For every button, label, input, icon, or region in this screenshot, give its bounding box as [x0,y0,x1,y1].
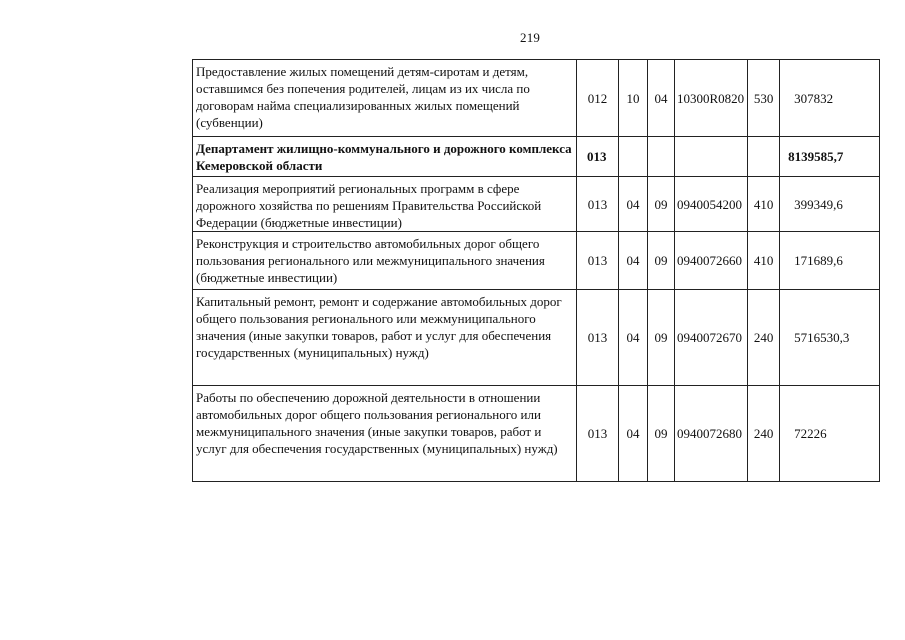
subsection-code: 04 [648,60,675,137]
section-code: 04 [619,177,648,232]
row-description: Капитальный ремонт, ремонт и содержание автомобильных дорог общего пользования регионального или межмуниципального значения (иные закупки товаров, работ и услуг для обеспечения государственных (муниципальных) нужд) [193,290,577,386]
row-description: Работы по обеспечению дорожной деятельности в отношении автомобильных дорог общего пользования регионального или межмуниципального значения (иные закупки товаров, работ и услуг для обеспечения государственных (муниципальных) нужд) [193,386,577,482]
subsection-code: 09 [648,232,675,290]
row-description: Департамент жилищно-коммунального и дорожного комплекса Кемеровской области [193,137,577,177]
section-code: 04 [619,290,648,386]
row-description: Реализация мероприятий региональных программ в сфере дорожного хозяйства по решениям Правительства Российской Федерации (бюджетные инвестиции) [193,177,577,232]
table-row-department [193,137,880,177]
expense-type-code: 410 [748,177,780,232]
target-article-code [675,137,748,177]
budget-table [192,59,880,482]
ministry-code: 013 [577,137,619,177]
amount: 171689,6 [780,232,880,290]
page-number: 219 [520,30,541,45]
section-code: 04 [619,232,648,290]
table-row [193,60,880,137]
table-row [193,232,880,290]
target-article-code: 0940054200 [675,177,748,232]
subsection-code: 09 [648,177,675,232]
table-row [193,290,880,386]
subsection-code: 09 [648,290,675,386]
ministry-code: 013 [577,177,619,232]
target-article-code: 0940072660 [675,232,748,290]
section-code: 04 [619,386,648,482]
subsection-code [648,137,675,177]
row-description: Предоставление жилых помещений детям-сиротам и детям, оставшимся без попечения родителей, лицам из их числа по договорам найма специализированных жилых помещений (субвенции) [193,60,577,137]
expense-type-code: 240 [748,290,780,386]
ministry-code: 013 [577,290,619,386]
section-code: 10 [619,60,648,137]
expense-type-code [748,137,780,177]
subsection-code: 09 [648,386,675,482]
target-article-code: 10300R0820 [675,60,748,137]
target-article-code: 0940072670 [675,290,748,386]
section-code [619,137,648,177]
ministry-code: 013 [577,386,619,482]
table-row [193,177,880,232]
expense-type-code: 240 [748,386,780,482]
table-row [193,386,880,482]
expense-type-code: 410 [748,232,780,290]
expense-type-code: 530 [748,60,780,137]
amount: 72226 [780,386,880,482]
ministry-code: 013 [577,232,619,290]
row-description: Реконструкция и строительство автомобильных дорог общего пользования регионального или межмуниципального значения (бюджетные инвестиции) [193,232,577,290]
target-article-code: 0940072680 [675,386,748,482]
amount: 399349,6 [780,177,880,232]
amount: 8139585,7 [780,137,880,177]
ministry-code: 012 [577,60,619,137]
amount: 307832 [780,60,880,137]
amount: 5716530,3 [780,290,880,386]
